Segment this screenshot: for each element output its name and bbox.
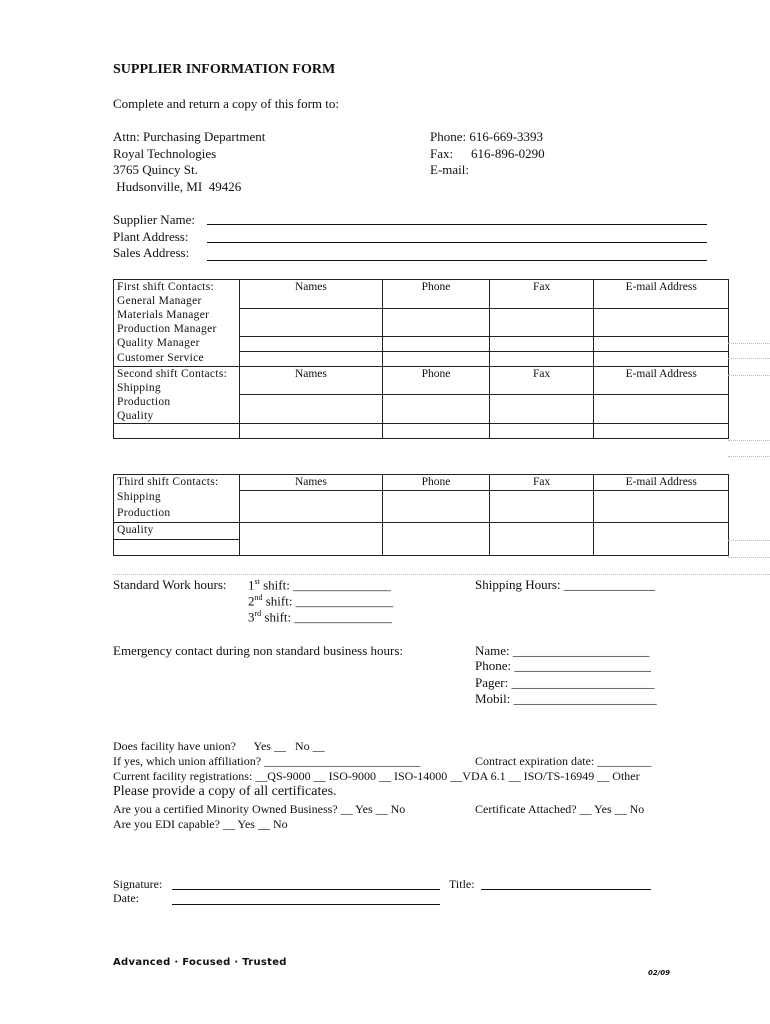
second-shift-sup: nd xyxy=(254,593,263,602)
cell-input[interactable] xyxy=(489,523,594,556)
second-shift-hours[interactable] xyxy=(248,593,393,609)
cell-input[interactable] xyxy=(489,351,594,366)
supplier-name-label: Supplier Name: xyxy=(113,212,195,227)
cell-input[interactable] xyxy=(383,423,490,438)
emergency-phone[interactable]: Phone: _____________________ xyxy=(475,658,651,673)
cell-input[interactable] xyxy=(239,523,382,556)
work-hours-label: Standard Work hours: xyxy=(113,577,227,592)
grid-artifact xyxy=(728,440,770,441)
title-field[interactable] xyxy=(481,889,651,890)
footer-tagline: Advanced · Focused · Trusted xyxy=(113,957,287,968)
row-customer-service: Customer Service xyxy=(114,351,240,366)
second-shift-text: shift: _______________ xyxy=(262,593,394,609)
col-email: E-mail Address xyxy=(594,475,729,491)
third-shift-sup: rd xyxy=(254,609,262,618)
col-fax: Fax xyxy=(489,366,594,395)
company-line: Royal Technologies xyxy=(113,146,217,161)
facility-registrations[interactable]: Current facility registrations: __QS-9000 __ ISO-9000 __ ISO-14000 __VDA 6.1 __ ISO/TS-16949 __ Other xyxy=(113,769,640,783)
col-phone: Phone xyxy=(383,280,490,309)
certificate-attached[interactable]: Certificate Attached? __ Yes __ No xyxy=(475,802,645,816)
emergency-name[interactable]: Name: _____________________ xyxy=(475,643,650,658)
edi-question[interactable]: Are you EDI capable? __ Yes __ No xyxy=(113,817,288,831)
emergency-mobil[interactable]: Mobil: ______________________ xyxy=(475,691,657,706)
cell-input[interactable] xyxy=(594,336,729,351)
cell-input[interactable] xyxy=(383,336,490,351)
grid-artifact xyxy=(728,375,770,376)
form-revision-code: 02/09 xyxy=(648,969,671,977)
cell-input[interactable] xyxy=(239,336,382,351)
city-line: Hudsonville, MI 49426 xyxy=(113,179,242,194)
cell-input[interactable] xyxy=(383,351,490,366)
col-fax: Fax xyxy=(489,280,594,309)
cell-input[interactable] xyxy=(489,336,594,351)
row-production: Production xyxy=(114,395,240,409)
third-shift-table xyxy=(113,474,729,556)
cell-input[interactable] xyxy=(383,490,490,523)
cell-input[interactable] xyxy=(239,395,382,424)
first-shift-sup: st xyxy=(254,577,260,586)
cell-input[interactable] xyxy=(383,308,490,336)
cell-input[interactable] xyxy=(239,351,382,366)
row-production: Production xyxy=(114,506,240,523)
row-materials-manager: Materials Manager xyxy=(114,308,240,322)
third-shift-text: shift: _______________ xyxy=(261,609,392,625)
col-email: E-mail Address xyxy=(594,280,729,309)
union-question[interactable]: Does facility have union? Yes __ No __ xyxy=(113,739,325,753)
col-email: E-mail Address xyxy=(594,366,729,395)
row-quality: Quality xyxy=(114,409,240,424)
col-phone: Phone xyxy=(383,475,490,491)
form-title: SUPPLIER INFORMATION FORM xyxy=(113,62,336,77)
date-label: Date: xyxy=(113,891,139,905)
second-shift-heading: Second shift Contacts: xyxy=(114,366,240,381)
signature-field[interactable] xyxy=(172,889,440,890)
cell-input[interactable] xyxy=(594,351,729,366)
first-shift-text: shift: _______________ xyxy=(259,577,391,593)
cell-input[interactable] xyxy=(594,395,729,424)
row-general-manager: General Manager xyxy=(114,294,240,308)
third-shift-hours[interactable] xyxy=(248,609,392,625)
title-label: Title: xyxy=(449,877,475,891)
instruction-text: Complete and return a copy of this form to: xyxy=(113,96,340,111)
grid-artifact xyxy=(728,343,770,344)
street-line: 3765 Quincy St. xyxy=(113,162,198,177)
first-shift-num: 1 xyxy=(248,577,255,593)
cell-input[interactable] xyxy=(489,308,594,336)
signature-label: Signature: xyxy=(113,877,163,891)
first-shift-hours[interactable] xyxy=(248,577,391,593)
first-shift-heading: First shift Contacts: xyxy=(114,280,240,295)
cell-input[interactable] xyxy=(594,308,729,336)
cell-input[interactable] xyxy=(594,423,729,438)
email-line: E-mail: xyxy=(430,162,469,177)
row-shipping: Shipping xyxy=(114,381,240,395)
grid-artifact xyxy=(113,574,770,575)
blank-row xyxy=(114,540,240,556)
date-field[interactable] xyxy=(172,904,440,905)
col-phone: Phone xyxy=(383,366,490,395)
cell-input[interactable] xyxy=(239,423,382,438)
row-quality: Quality xyxy=(114,523,240,540)
col-names: Names xyxy=(239,366,382,395)
phone-line: Phone: 616-669-3393 xyxy=(430,129,544,144)
cell-input[interactable] xyxy=(239,308,382,336)
row-production-manager: Production Manager xyxy=(114,322,240,336)
shipping-hours[interactable]: Shipping Hours: ______________ xyxy=(475,577,655,592)
attn-line: Attn: Purchasing Department xyxy=(113,129,266,144)
minority-question[interactable]: Are you a certified Minority Owned Business? __ Yes __ No xyxy=(113,802,406,816)
emergency-label: Emergency contact during non standard business hours: xyxy=(113,643,404,658)
fax-label: Fax: xyxy=(430,146,454,161)
supplier-name-field[interactable] xyxy=(207,224,707,225)
cell-input[interactable] xyxy=(383,395,490,424)
blank-row xyxy=(114,423,240,438)
cell-input[interactable] xyxy=(239,490,382,523)
third-shift-heading: Third shift Contacts: xyxy=(114,475,240,491)
sales-address-label: Sales Address: xyxy=(113,245,190,260)
certificates-note: Please provide a copy of all certificates. xyxy=(113,784,337,799)
union-affiliation[interactable]: If yes, which union affiliation? __________________________ xyxy=(113,754,421,768)
row-quality-manager: Quality Manager xyxy=(114,336,240,351)
emergency-pager[interactable]: Pager: ______________________ xyxy=(475,675,655,690)
cell-input[interactable] xyxy=(383,523,490,556)
grid-artifact xyxy=(728,557,770,558)
col-fax: Fax xyxy=(489,475,594,491)
cell-input[interactable] xyxy=(594,490,729,523)
row-shipping: Shipping xyxy=(114,490,240,506)
cell-input[interactable] xyxy=(594,523,729,556)
col-names: Names xyxy=(239,475,382,491)
plant-address-field[interactable] xyxy=(207,242,707,243)
plant-address-label: Plant Address: xyxy=(113,229,189,244)
grid-artifact xyxy=(728,456,770,457)
sales-address-field[interactable] xyxy=(207,260,707,261)
third-shift-num: 3 xyxy=(248,609,255,625)
col-names: Names xyxy=(239,280,382,309)
cell-input[interactable] xyxy=(489,423,594,438)
contract-expiration[interactable]: Contract expiration date: _________ xyxy=(475,754,652,768)
second-shift-num: 2 xyxy=(248,593,255,609)
first-second-shift-table xyxy=(113,279,729,439)
cell-input[interactable] xyxy=(489,395,594,424)
grid-artifact xyxy=(728,358,770,359)
grid-artifact xyxy=(728,540,770,541)
cell-input[interactable] xyxy=(489,490,594,523)
fax-value: 616-896-0290 xyxy=(471,146,545,161)
